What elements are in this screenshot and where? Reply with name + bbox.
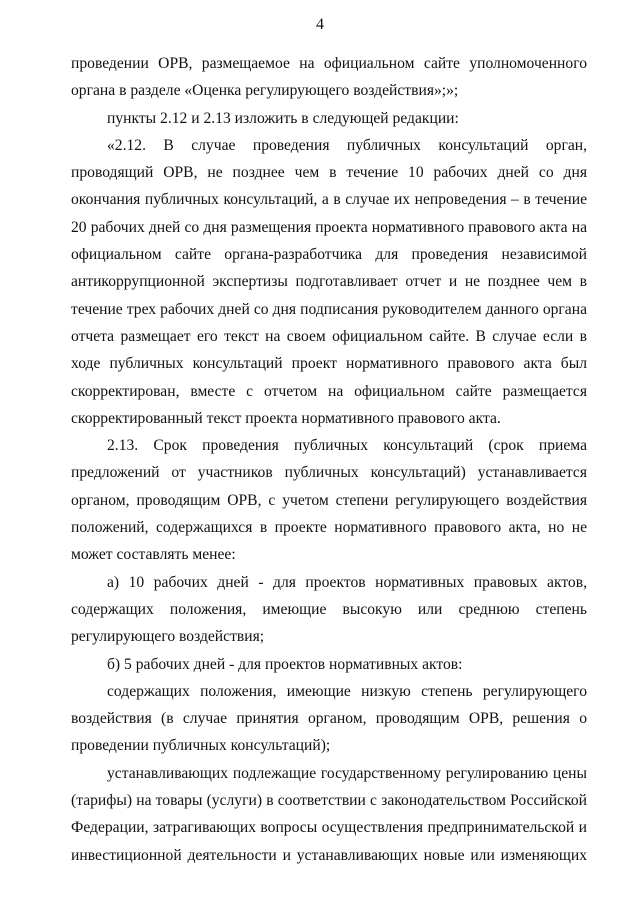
paragraph-continuation: проведении ОРВ, размещаемое на официальном сайте уполномоченного органа в разделе «Оценка регулирующего воздействия»;»; xyxy=(71,55,587,100)
paragraph-clause-2-12: «2.12. В случае проведения публичных консультаций орган, проводящий ОРВ, не позднее чем в течение 10 рабочих дней со дня окончания публичных консультаций, а в случае их непроведения – в течение 20 рабочих дней со дня размещения проекта нормативного правового акта на официальном сайте органа-разработчика для проведения независимой антикоррупционной экспертизы подготавливает отчет и не позднее чем в течение трех рабочих дней со дня подписания руководителем данного органа отчета размещает его текст на своем официальном сайте. В случае если в ходе публичных консультаций проект нормативного правового акта был скорректирован, вместе с отчетом на официальном сайте размещается скорректированный текст проекта нормативного правового акта. xyxy=(71,136,587,427)
document-body xyxy=(71,50,587,869)
page-number: 4 xyxy=(316,16,324,33)
paragraph-clause-2-13: 2.13. Срок проведения публичных консультаций (срок приема предложений от участников публичных консультаций) устанавливается органом, проводящим ОРВ, с учетом степени регулирующего воздействия положений, содержащихся в проекте нормативного правового акта, но не может составлять менее: xyxy=(71,437,587,564)
paragraph-item-a: а) 10 рабочих дней - для проектов нормативных правовых актов, содержащих положения, имеющие высокую или среднюю степень регулирующего воздействия; xyxy=(71,573,587,646)
paragraph-item-b-low-impact: содержащих положения, имеющие низкую степень регулирующего воздействия (в случае принятия органом, проводящим ОРВ, решения о проведении публичных консультаций); xyxy=(71,682,587,755)
paragraph-amendment-intro: пункты 2.12 и 2.13 изложить в следующей редакции: xyxy=(107,109,459,127)
paragraph-item-b-tariffs: устанавливающих подлежащие государственному регулированию цены (тарифы) на товары (услуги) в соответствии с законодательством Российской Федерации, затрагивающих вопросы осуществления предпринимательской и инвестиционной деятельности и устанавливающих новые или изменяющих xyxy=(71,764,587,864)
paragraph-item-b: б) 5 рабочих дней - для проектов нормативных актов: xyxy=(107,655,463,673)
